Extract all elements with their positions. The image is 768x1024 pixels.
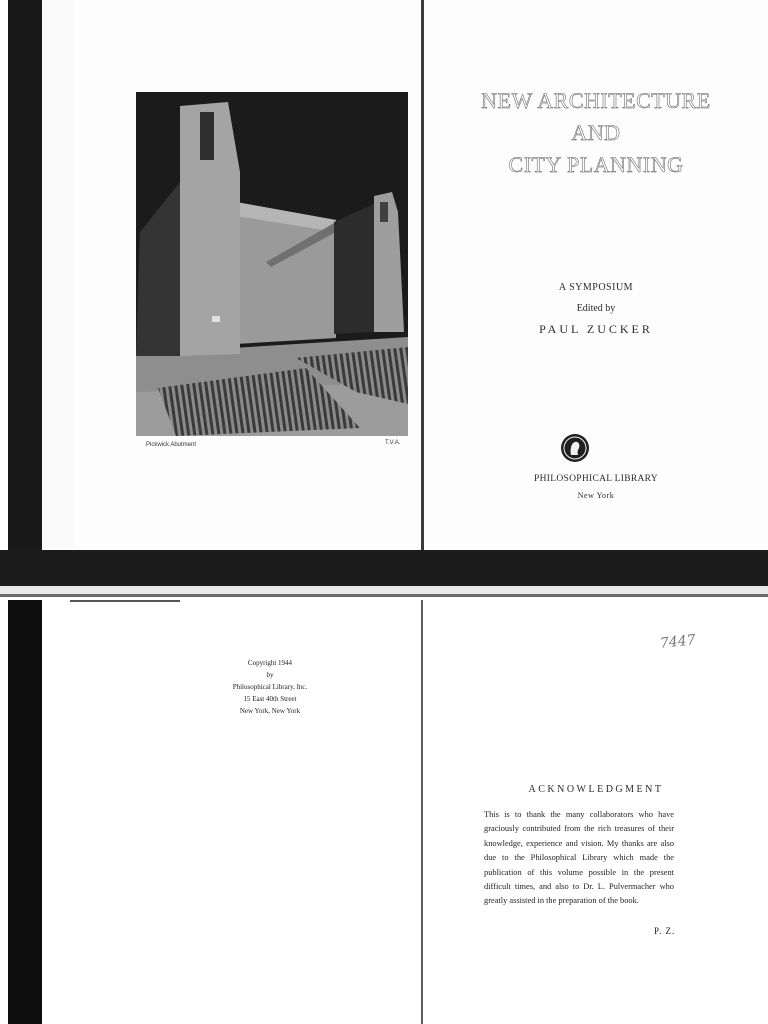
copyright-line: by — [266, 671, 274, 679]
scan-edge-left-bottom — [8, 600, 42, 1024]
handwritten-mark: 7447 — [659, 632, 697, 652]
photo-caption: Pickwick Abutment — [146, 442, 197, 448]
photo-credit: T.V.A. — [385, 440, 401, 446]
subtitle: A SYMPOSIUM — [558, 282, 634, 293]
edited-by-label: Edited by — [576, 303, 616, 314]
copyright-line: Copyright 1944 — [247, 659, 293, 667]
title-page — [424, 0, 768, 552]
page-rule — [70, 600, 180, 602]
book-title-line: NEW ARCHITECTURE — [481, 88, 711, 113]
publisher-place: New York — [577, 491, 615, 500]
copyright-line: Philosophical Library, Inc. — [232, 683, 308, 691]
editor-name: PAUL ZUCKER — [539, 322, 653, 336]
acknowledgment-signature: P. Z. — [654, 926, 676, 936]
copyright-block — [190, 657, 350, 717]
acknowledgment-body: This is to thank the many collaborators who have graciously contributed from the rich treasures of their knowledge, experience and vision. My thanks are also due to the Philosophical Library which made the publication of this volume possible in the present difficult times, and also to Dr. L. Pulvermacher who greatly assisted in the preparation of the book. — [484, 810, 674, 906]
scan-margin-top — [42, 0, 75, 548]
copyright-line: New York, New York — [239, 707, 301, 715]
scan-edge-left-top — [8, 0, 42, 565]
frontispiece-photo — [136, 92, 408, 436]
book-title-line: AND — [571, 120, 621, 145]
scan-band-light — [0, 586, 768, 594]
copyright-line: 15 East 40th Street — [243, 695, 297, 703]
acknowledgment-heading: ACKNOWLEDGMENT — [528, 784, 664, 795]
publisher-name: PHILOSOPHICAL LIBRARY — [534, 474, 658, 484]
book-title-line: CITY PLANNING — [508, 152, 684, 177]
publisher-logo-icon — [560, 433, 590, 463]
scan-band-line — [0, 594, 768, 597]
scan-band — [0, 550, 768, 586]
